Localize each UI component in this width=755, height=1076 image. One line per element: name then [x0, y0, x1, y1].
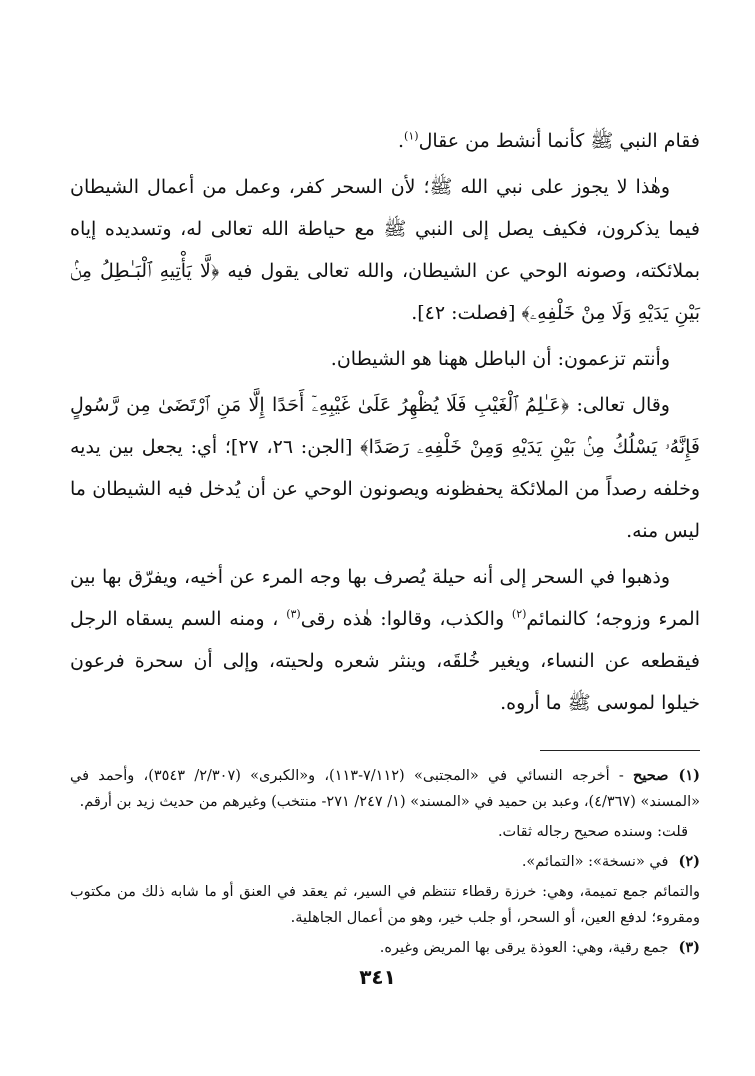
paragraph-5-part-b: والكذب، وقالوا: هٰذه رقى — [300, 608, 512, 630]
footnote-3-text: جمع رقية، وهي: العوذة يرقى بها المريض وغيره. — [379, 940, 669, 956]
paragraph-5 — [70, 556, 700, 724]
paragraph-5-part-c: ، ومنه السم يسقاه الرجل فيقطعه عن النساء، ويغير خُلقَه، وينثر شعره ولحيته، وإلى أن سحرة فرعون خيلوا لموسى ﷺ ما أروه. — [70, 608, 700, 714]
paragraph-4: وقال تعالى: ﴿عَـٰلِمُ ٱلْغَيْبِ فَلَا يُظْهِرُ عَلَىٰ غَيْبِهِۦٓ أَحَدًا إِلَّا مَنِ ٱرْتَضَىٰ مِن رَّسُولٍ فَإِنَّهُۥ يَسْلُكُ مِنۢ بَيْنِ يَدَيْهِ وَمِنْ خَلْفِهِۦ رَصَدًا﴾ [الجن: ٢٦، ٢٧]؛ أي: يجعل بين يديه وخلفه رصداً من الملائكة يحفظونه ويصونون الوحي عن أن يُدخل فيه الشيطان ما ليس منه. — [70, 394, 701, 542]
paragraph-5-part-a: وذهبوا في السحر إلى أنه حيلة يُصرف بها وجه المرء عن أخيه، ويفرّق بها بين المرء وزوجه؛ كالنمائم — [70, 566, 700, 630]
footnote-ref-1: (١) — [404, 129, 419, 143]
footnote-separator — [540, 750, 700, 751]
footnote-2-text: في «نسخة»: «التمائم». — [521, 854, 669, 870]
paragraph-1 — [70, 120, 700, 162]
page-number: ٣٤١ — [359, 965, 396, 989]
footnotes — [70, 763, 700, 961]
footnote-1-grade: صحيح — [633, 767, 669, 784]
paragraph-1-end: . — [398, 130, 405, 152]
page-body — [70, 120, 700, 965]
footnote-3-number: (٣) — [678, 939, 700, 956]
main-text — [70, 120, 700, 724]
footnote-1-text: - أخرجه النسائي في «المجتبى» (٧/١١٢-١١٣)، و«الكبرى» (٢/٣٠٧/ ٣٥٤٣)، وأحمد في «المسند» (٤/٣٦٧)، وعبد بن حميد في «المسند» (١/ ٢٤٧/ ٢٧١- منتخب) وغيرهم من حديث زيد بن أرقم. — [70, 768, 700, 810]
footnote-ref-2: (٢) — [511, 607, 527, 621]
footnote-ref-3: (٣) — [286, 607, 301, 621]
paragraph-2: وهٰذا لا يجوز على نبي الله ﷺ؛ لأن السحر كفر، وعمل من أعمال الشيطان فيما يذكرون، فكيف يصل إلى النبي ﷺ مع حياطة الله تعالى له، وتسديده إياه بملائكته، وصونه الوحي عن الشيطان، والله تعالى يقول فيه ﴿لَّا يَأْتِيهِ ٱلْبَـٰطِلُ مِنۢ بَيْنِ يَدَيْهِ وَلَا مِنْ خَلْفِهِۦ﴾ [فصلت: ٤٢]. — [70, 176, 700, 324]
footnote-2-note: والتمائم جمع تميمة، وهي: خرزة رقطاء تنتظم في السير، ثم يعقد في العنق أو ما شابه ذلك من مكتوب ومقروء؛ لدفع العين، أو السحر، أو جلب خير، وهو من أعمال الجاهلية. — [70, 884, 700, 926]
footnote-1-note: قلت: وسنده صحيح رجاله ثقات. — [497, 824, 688, 840]
footnote-1 — [70, 763, 700, 815]
footnote-2 — [70, 849, 700, 875]
footnote-2-number: (٢) — [678, 853, 700, 870]
footnote-1-number: (١) — [678, 767, 701, 784]
paragraph-1-text: فقام النبي ﷺ كأنما أنشط من عقال — [418, 130, 700, 152]
paragraph-3: وأنتم تزعمون: أن الباطل ههنا هو الشيطان. — [330, 348, 670, 370]
footnote-3 — [70, 935, 700, 961]
